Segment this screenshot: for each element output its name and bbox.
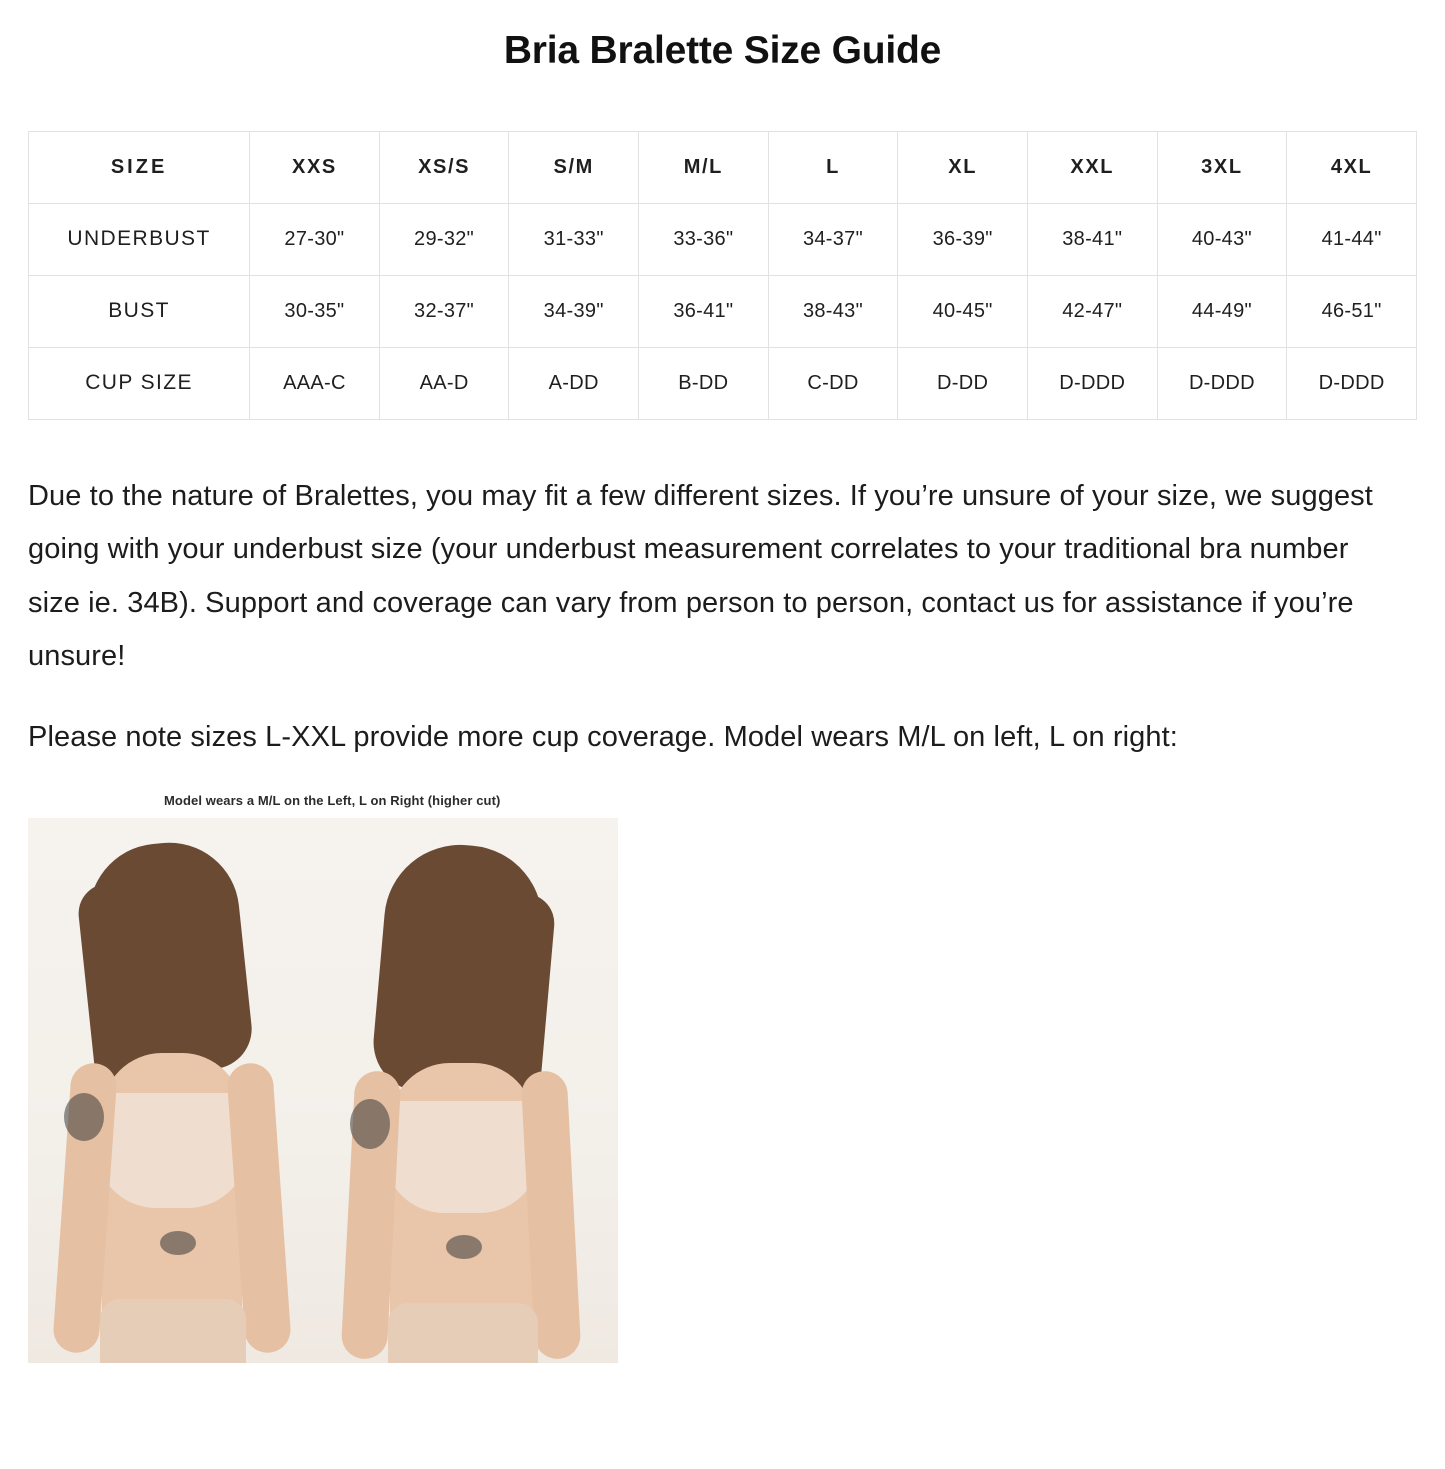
column-header-m-l: M/L	[639, 131, 769, 203]
cell-underbust-4xl: 41-44"	[1287, 203, 1417, 275]
paragraph-fit-advice: Due to the nature of Bralettes, you may fit a few different sizes. If you’re unsure of your size, we suggest going with your underbust size (your underbust measurement correlates to your traditional bra number size ie. 34B). Support and coverage can vary from person to person, contact us for assistance if you’re unsure!	[28, 479, 1373, 672]
cell-cup-xxl: D-DDD	[1027, 347, 1157, 419]
hair-left	[82, 835, 255, 1079]
hair-right	[369, 838, 548, 1101]
cell-cup-3xl: D-DDD	[1157, 347, 1287, 419]
cell-underbust-xxs: 27-30"	[250, 203, 380, 275]
column-header-s-m: S/M	[509, 131, 639, 203]
model-left-figure	[40, 843, 305, 1363]
cell-underbust-m-l: 33-36"	[639, 203, 769, 275]
model-photo	[28, 818, 618, 1363]
cell-underbust-xs-s: 29-32"	[379, 203, 509, 275]
cell-cup-xs-s: AA-D	[379, 347, 509, 419]
cell-underbust-3xl: 40-43"	[1157, 203, 1287, 275]
row-label-bust: BUST	[29, 275, 250, 347]
cell-bust-xs-s: 32-37"	[379, 275, 509, 347]
table-row	[29, 347, 1417, 419]
cell-cup-xl: D-DD	[898, 347, 1028, 419]
column-header-3xl: 3XL	[1157, 131, 1287, 203]
column-header-xxl: XXL	[1027, 131, 1157, 203]
cell-bust-4xl: 46-51"	[1287, 275, 1417, 347]
column-header-xl: XL	[898, 131, 1028, 203]
bottoms-right	[388, 1303, 538, 1363]
row-label-underbust: UNDERBUST	[29, 203, 250, 275]
size-chart-table	[28, 131, 1417, 420]
column-header-4xl: 4XL	[1287, 131, 1417, 203]
table-header	[29, 131, 1417, 203]
page-title: Bria Bralette Size Guide	[503, 29, 942, 72]
size-guide-page	[0, 28, 1445, 1363]
cell-bust-xxs: 30-35"	[250, 275, 380, 347]
size-chart-container	[28, 131, 1417, 420]
tattoo-right-arm	[350, 1099, 390, 1149]
cell-bust-m-l: 36-41"	[639, 275, 769, 347]
table-row	[29, 275, 1417, 347]
cell-cup-l: C-DD	[768, 347, 898, 419]
cell-bust-l: 38-43"	[768, 275, 898, 347]
table-header-row	[29, 131, 1417, 203]
cell-cup-s-m: A-DD	[509, 347, 639, 419]
tattoo-left-arm	[64, 1093, 104, 1141]
cell-cup-m-l: B-DD	[639, 347, 769, 419]
column-header-xxs: XXS	[250, 131, 380, 203]
table-row	[29, 203, 1417, 275]
column-header-size: SIZE	[29, 131, 250, 203]
row-label-cup-size: CUP SIZE	[29, 347, 250, 419]
photo-caption: Model wears a M/L on the Left, L on Right (higher cut)	[164, 792, 501, 808]
tattoo-right-torso	[446, 1235, 482, 1259]
cell-underbust-s-m: 31-33"	[509, 203, 639, 275]
cell-bust-xl: 40-45"	[898, 275, 1028, 347]
cell-cup-xxs: AAA-C	[250, 347, 380, 419]
cell-underbust-l: 34-37"	[768, 203, 898, 275]
cell-underbust-xl: 36-39"	[898, 203, 1028, 275]
cell-bust-s-m: 34-39"	[509, 275, 639, 347]
table-body	[29, 203, 1417, 419]
body-copy	[28, 470, 1408, 765]
bralette-left	[96, 1093, 248, 1208]
column-header-l: L	[768, 131, 898, 203]
bralette-right	[384, 1101, 540, 1213]
cell-bust-3xl: 44-49"	[1157, 275, 1287, 347]
model-right-figure	[314, 843, 604, 1363]
cell-cup-4xl: D-DDD	[1287, 347, 1417, 419]
tattoo-left-torso	[160, 1231, 196, 1255]
paragraph-coverage-note: Please note sizes L-XXL provide more cup coverage. Model wears M/L on left, L on right:	[28, 721, 1178, 754]
column-header-xs-s: XS/S	[379, 131, 509, 203]
model-photo-area	[28, 818, 1417, 1363]
cell-underbust-xxl: 38-41"	[1027, 203, 1157, 275]
cell-bust-xxl: 42-47"	[1027, 275, 1157, 347]
bottoms-left	[100, 1299, 246, 1363]
